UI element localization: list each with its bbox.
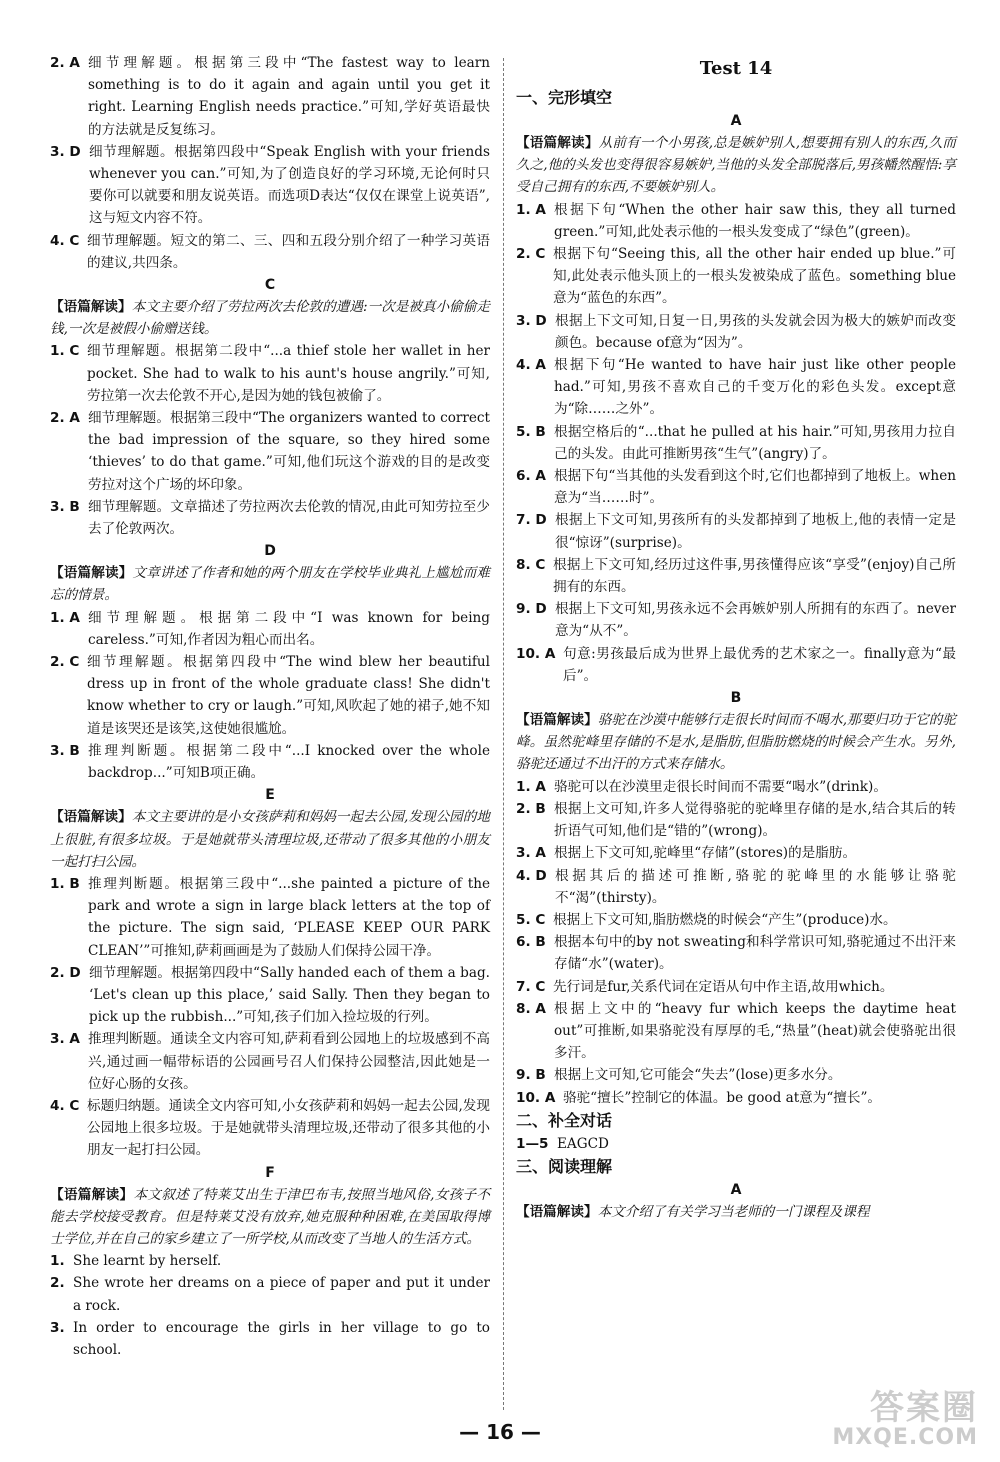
answer-item <box>516 243 956 310</box>
answer-explanation: 细节理解题。文章描述了劳拉两次去伦敦的情况,由此可知劳拉至少去了伦敦两次。 <box>88 498 490 538</box>
answer-number: 2. C <box>516 246 546 263</box>
answer-item <box>50 141 490 230</box>
answer-item <box>516 798 956 842</box>
answer-item <box>516 865 956 909</box>
answer-number: 7. C <box>516 978 546 995</box>
answer-explanation: She learnt by herself. <box>73 1253 222 1270</box>
passage-summary <box>516 1201 956 1223</box>
answer-item <box>516 1087 956 1109</box>
answer-item <box>516 310 956 354</box>
answer-number: 9. B <box>516 1067 546 1084</box>
answer-explanation: 根据上下文可知,经历过这件事,男孩懂得应该“享受”(enjoy)自己所拥有的东西。 <box>553 556 956 596</box>
answer-explanation: She wrote her dreams on a piece of paper and put it under a rock. <box>73 1275 490 1314</box>
answer-item <box>516 776 956 798</box>
answer-explanation: 标题归纳题。通读全文内容可知,小女孩萨莉和妈妈一起去公园,发现公园地上很多垃圾。于是她就带头清理垃圾,还带动了很多其他的小朋友一起打扫公园。 <box>87 1097 490 1159</box>
answer-number: 3. D <box>516 312 547 329</box>
section-heading: 一、完形填空 <box>516 88 613 107</box>
answer-number: 8. C <box>516 556 546 573</box>
answer-explanation: 细节理解题。根据第四段中“Sally handed each of them a bag. ‘Let's clean up this place,’ said Sally. Then they began to pick up the rubbish...”可知,孩子们加入捡垃圾的行列。 <box>89 964 490 1026</box>
answer-item <box>516 598 956 642</box>
passage-letter: A <box>730 1181 742 1198</box>
answer-explanation: 细节理解题。根据第四段中“The wind blew her beautiful dress up in front of the whole graduate class! She didn't know whether to cry or laugh.”可知,风吹起了她的裙子,她不知道是该哭还是该笑,这使她很尴尬。 <box>87 654 490 737</box>
passage-letter: C <box>264 277 276 294</box>
answer-number: 2. <box>50 1275 65 1292</box>
passage-summary-tag: 【语篇解读】 <box>516 712 598 729</box>
answer-item <box>50 52 490 141</box>
answer-number: 3. A <box>516 845 546 862</box>
answer-number: 2. A <box>50 410 80 427</box>
passage-summary-tag: 【语篇解读】 <box>50 299 132 316</box>
answer-number: 4. D <box>516 867 547 884</box>
answer-number: 3. B <box>50 742 80 759</box>
answer-explanation: 根据本句中的by not sweating和科学常识可知,骆驼通过不出汗来存储“水”(water)。 <box>554 934 956 973</box>
section-heading: 二、补全对话 <box>516 1110 613 1130</box>
answer-explanation: 根据下句“He wanted to have hair just like other people had.”可知,男孩不喜欢自己的千变万化的彩色头发。except意为“除……之外”。 <box>554 357 956 418</box>
right-column <box>516 52 956 1223</box>
answer-explanation: 细节理解题。根据第二段中“I was known for being careless.”可知,作者因为粗心而出名。 <box>88 609 490 648</box>
answer-item <box>516 909 956 931</box>
answer-explanation: 推理判断题。通读全文内容可知,萨莉看到公园地上的垃圾感到不高兴,通过画一幅带标语的公园画号召人们保持公园整洁,因此她是一位好心肠的女孩。 <box>88 1031 490 1092</box>
answer-explanation: 根据下句“When the other hair saw this, they all turned green.”可知,此处表示他的一根头发变成了“绿色”(green)。 <box>554 201 956 240</box>
answer-item <box>50 740 490 784</box>
answer-explanation: 句意:男孩最后成为世界上最优秀的艺术家之一。finally意为“最后”。 <box>563 645 956 684</box>
answer-explanation: 细节理解题。根据第二段中“...a thief stole her wallet in her pocket. She had to walk to his aunt's house angrily.”可知,劳拉第一次去伦敦不开心,是因为她的钱包被偷了。 <box>87 343 490 404</box>
answer-number: 4. A <box>516 357 546 374</box>
answer-explanation: 骆驼“擅长”控制它的体温。be good at意为“擅长”。 <box>563 1089 882 1106</box>
answer-number: 2. A <box>50 55 80 71</box>
answer-number: 2. B <box>516 800 546 817</box>
passage-summary-text: 本文主要讲的是小女孩萨莉和妈妈一起去公园,发现公园的地上很脏,有很多垃圾。于是她就带头清理垃圾,还带动了很多其他的小朋友一起打扫公园。 <box>50 809 491 870</box>
answer-number: 7. D <box>516 512 547 529</box>
answer-explanation: 根据上文可知,许多人觉得骆驼的驼峰里存储的是水,结合其后的转折语气可知,他们是“错的”(wrong)。 <box>554 800 956 840</box>
passage-summary <box>516 709 956 776</box>
answer-number: 5. B <box>516 423 546 440</box>
answer-item <box>516 1064 956 1086</box>
answer-explanation: 细节理解题。根据第三段中“The fastest way to learn something is to do it again and again until you get it right. Learning English needs practice.”可知,学好英语最快的方法就是反复练习。 <box>88 55 490 138</box>
answer-number: 3. B <box>50 498 80 515</box>
passage-summary-tag: 【语篇解读】 <box>516 1203 598 1220</box>
passage-letter: D <box>264 543 276 560</box>
answer-item <box>50 1250 490 1272</box>
answer-number: 3. D <box>50 143 81 160</box>
answer-explanation: 根据上下文可知,驼峰里“存储”(stores)的是脂肪。 <box>554 845 857 862</box>
answer-explanation: 推理判断题。根据第二段中“...I knocked over the whole backdrop...”可知B项正确。 <box>88 742 490 782</box>
answer-explanation: 根据上下文可知,男孩永远不会再嫉妒别人所拥有的东西了。never意为“从不”。 <box>555 601 956 640</box>
answer-item <box>516 643 956 687</box>
answer-number: 2. D <box>50 964 81 981</box>
answer-item <box>50 340 490 407</box>
answer-number: 1. C <box>50 343 80 360</box>
answer-item <box>516 976 956 998</box>
answer-explanation: 细节理解题。短文的第二、三、四和五段分别介绍了一种学习英语的建议,共四条。 <box>87 232 490 271</box>
answer-item <box>516 199 956 243</box>
answer-number: 6. A <box>516 468 546 485</box>
answer-number: 6. B <box>516 934 546 951</box>
passage-letter: B <box>730 690 742 707</box>
answer-number: 1. A <box>516 778 546 795</box>
answer-explanation: 根据其后的描述可推断,骆驼的驼峰里的水能够让骆驼不“渴”(thirsty)。 <box>555 867 956 906</box>
answer-explanation: 根据空格后的“...that he pulled at his hair.”可知,男孩用力拉自己的头发。由此可推断男孩“生气”(angry)了。 <box>554 423 956 462</box>
answer-number: 1. A <box>516 201 546 218</box>
answer-item <box>50 873 490 962</box>
passage-summary-tag: 【语篇解读】 <box>50 809 132 826</box>
answer-item <box>50 607 490 651</box>
answer-item <box>50 1317 490 1361</box>
answer-item <box>50 230 490 274</box>
test-title: Test 14 <box>699 58 773 79</box>
answer-number: 8. A <box>516 1000 546 1017</box>
answer-explanation: 细节理解题。根据第四段中“Speak English with your friends whenever you can.”可知,为了创造良好的学习环境,无论何时只要你可以就要和朋友说英语。而选项D表达“仅仅在课堂上说英语”,这与短文内容不符。 <box>89 143 490 227</box>
answer-item <box>516 421 956 465</box>
answer-explanation: 骆驼可以在沙漠里走很长时间而不需要“喝水”(drink)。 <box>554 778 887 795</box>
passage-summary <box>50 1184 490 1251</box>
answer-number: 3. <box>50 1319 65 1336</box>
answer-item <box>50 962 490 1029</box>
answer-number: 1. <box>50 1253 65 1270</box>
answer-item <box>516 554 956 598</box>
answer-item <box>50 496 490 540</box>
answer-explanation: EAGCD <box>557 1135 609 1152</box>
answer-explanation: 细节理解题。根据第三段中“The organizers wanted to correct the bad impression of the square, so they hired some ‘thieves’ to do that game.”可知,他们玩这个游戏的目的是改变劳拉对这个广场的坏印象。 <box>88 410 490 493</box>
answer-number: 10. A <box>516 1089 556 1106</box>
answer-item <box>516 354 956 421</box>
passage-summary-text: 从前有一个小男孩,总是嫉妒别人,想要拥有别人的东西,久而久之,他的头发也变得很容易嫉妒,当他的头发全部脱落后,男孩幡然醒悟:享受自己拥有的东西,不要嫉妒别人。 <box>516 135 957 196</box>
watermark-logo-text: 答案圈 <box>870 1388 978 1428</box>
passage-summary-tag: 【语篇解读】 <box>516 135 599 151</box>
answer-number: 1. A <box>50 609 80 626</box>
answer-explanation: 根据下句“Seeing this, all the other hair ended up blue.”可知,此处表示他头顶上的一根头发被染成了蓝色。something blue意为“蓝色的东西”。 <box>553 246 956 307</box>
passage-letter: A <box>730 113 742 129</box>
answer-item <box>516 998 956 1065</box>
passage-summary <box>516 132 956 199</box>
answer-item <box>516 1133 956 1155</box>
passage-summary <box>50 296 490 340</box>
answer-number: 5. C <box>516 911 546 928</box>
answer-item <box>50 1028 490 1095</box>
answer-explanation: 根据上文中的“heavy fur which keeps the daytime heat out”可推断,如果骆驼没有厚厚的毛,“热量”(heat)就会使骆驼出很多汗。 <box>554 1000 956 1062</box>
answer-explanation: 根据上下文可知,日复一日,男孩的头发就会因为极大的嫉妒而改变颜色。because of意为“因为”。 <box>555 312 956 351</box>
answer-item <box>50 407 490 496</box>
answer-number: 1—5 <box>516 1135 549 1152</box>
answer-explanation: 根据上下文可知,脂肪燃烧的时候会“产生”(produce)水。 <box>553 911 897 928</box>
passage-summary-text: 本文介绍了有关学习当老师的一门课程及课程 <box>597 1203 870 1220</box>
answer-item <box>50 1095 490 1162</box>
answer-number: 9. D <box>516 601 547 618</box>
left-column <box>50 52 490 1361</box>
answer-number: 2. C <box>50 654 80 671</box>
answer-number: 4. C <box>50 1097 80 1114</box>
answer-item <box>516 842 956 864</box>
answer-explanation: 先行词是fur,关系代词在定语从句中作主语,故用which。 <box>553 978 894 995</box>
answer-number: 1. B <box>50 875 80 892</box>
watermark <box>832 1390 978 1450</box>
answer-item <box>516 509 956 553</box>
answer-explanation: 推理判断题。根据第三段中“...she painted a picture of the park and wrote a sign in large black letters at the top of the picture. The sign said, ‘PLEASE KEEP OUR PARK CLEAN’”可推知,萨莉画画是为了鼓励人们保持公园干净。 <box>88 875 490 959</box>
passage-summary-text: 本文主要介绍了劳拉两次去伦敦的遭遇:一次是被真小偷偷走钱,一次是被假小偷赠送钱。 <box>50 299 491 338</box>
answer-explanation: In order to encourage the girls in her village to go to school. <box>73 1319 490 1358</box>
answer-number: 3. A <box>50 1031 80 1048</box>
answer-item <box>516 465 956 509</box>
passage-letter: F <box>265 1164 275 1181</box>
passage-summary-text: 本文叙述了特莱艾出生于津巴布韦,按照当地风俗,女孩子不能去学校接受教育。但是特莱艾没有放弃,她克服种种困难,在美国取得博士学位,并在自己的家乡建立了一所学校,从而改变了当地人的生活方式。 <box>50 1186 491 1247</box>
column-divider <box>503 58 504 1410</box>
passage-summary-text: 文章讲述了作者和她的两个朋友在学校毕业典礼上尴尬而难忘的情景。 <box>50 565 490 604</box>
answer-item <box>50 1272 490 1316</box>
answer-item <box>50 651 490 740</box>
watermark-url: MXQE.COM <box>832 1425 978 1450</box>
passage-summary-text: 骆驼在沙漠中能够行走很长时间而不喝水,那要归功于它的驼峰。虽然驼峰里存储的不是水,是脂肪,但脂肪燃烧的时候会产生水。另外,骆驼还通过不出汗的方式来存储水。 <box>516 712 957 773</box>
section-heading: 三、阅读理解 <box>516 1156 613 1176</box>
answer-number: 4. C <box>50 232 80 249</box>
answer-number: 10. A <box>516 645 556 662</box>
answer-explanation: 根据上文可知,它可能会“失去”(lose)更多水分。 <box>554 1067 842 1084</box>
answer-explanation: 根据上下文可知,男孩所有的头发都掉到了地板上,他的表情一定是很“惊讶”(surprise)。 <box>555 512 956 551</box>
passage-summary-tag: 【语篇解读】 <box>50 1186 134 1203</box>
answer-explanation: 根据下句“当其他的头发看到这个时,它们也都掉到了地板上。when意为“当……时”。 <box>554 468 956 507</box>
passage-summary <box>50 562 490 606</box>
passage-summary-tag: 【语篇解读】 <box>50 565 133 582</box>
passage-letter: E <box>265 787 275 804</box>
passage-summary <box>50 806 490 873</box>
answer-item <box>516 931 956 975</box>
page-number: — 16 — <box>459 1420 541 1444</box>
